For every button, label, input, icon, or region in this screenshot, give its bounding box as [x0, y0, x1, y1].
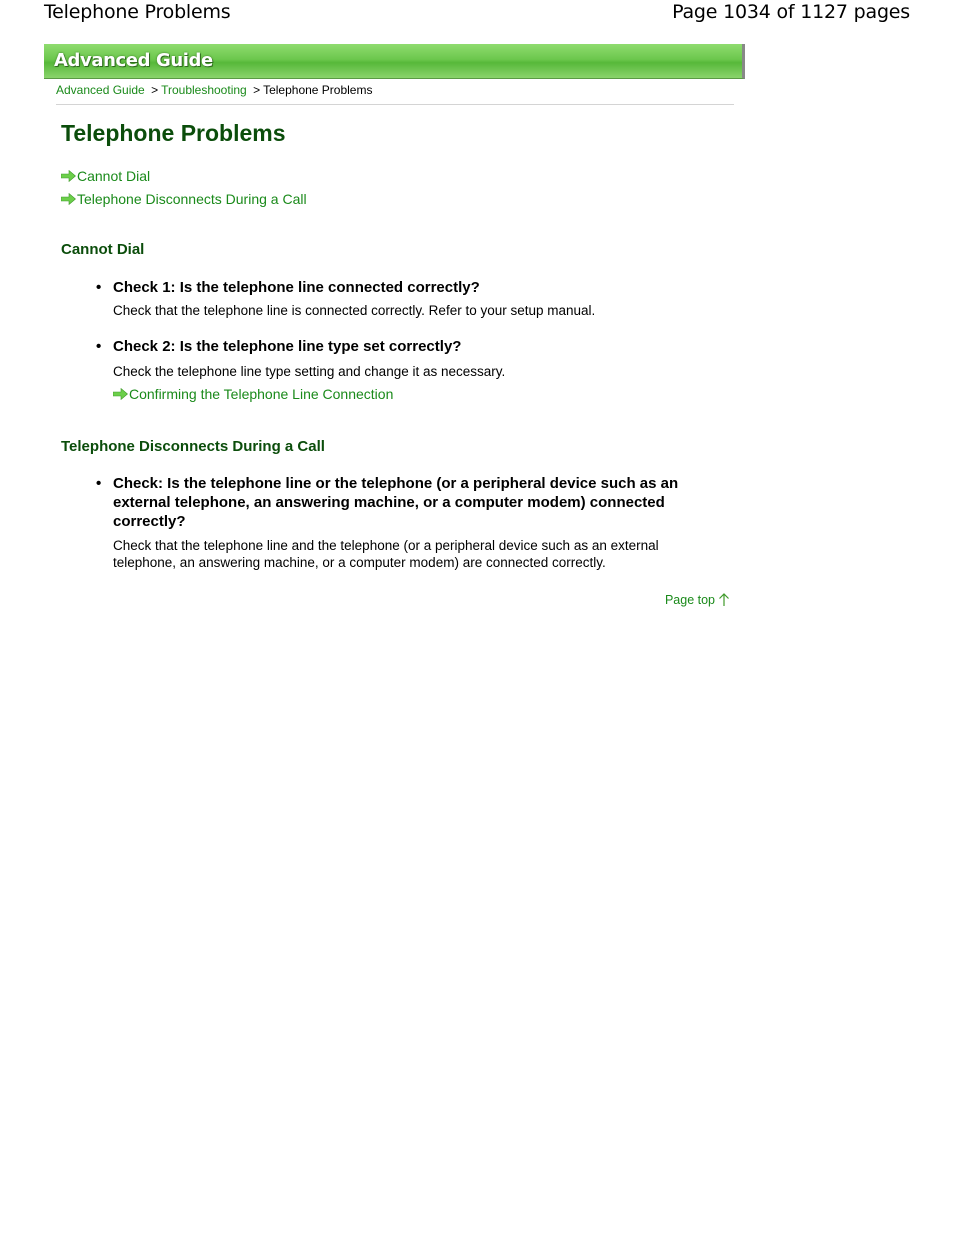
breadcrumb-separator: >: [151, 83, 159, 97]
toc-link-cannot-dial[interactable]: Cannot Dial: [77, 167, 151, 184]
check-answer: Check that the telephone line is connected correctly. Refer to your setup manual.: [113, 303, 596, 318]
check-question: [96, 474, 716, 531]
breadcrumb-separator: >: [253, 83, 261, 97]
check-question: [96, 337, 716, 356]
print-header-title: Telephone Problems: [44, 1, 231, 23]
breadcrumb-link-advanced-guide[interactable]: Advanced Guide: [56, 83, 145, 97]
toc-item-telephone-disconnects: [61, 187, 307, 210]
section-heading-cannot-dial: Cannot Dial: [61, 241, 145, 258]
page-top-link[interactable]: Page top: [664, 593, 715, 607]
advanced-guide-banner: [44, 44, 745, 79]
banner-label: Advanced Guide: [54, 50, 213, 71]
related-link: [96, 386, 716, 402]
check-item: [96, 278, 716, 319]
check-question-text: Check 1: Is the telephone line connected correctly?: [113, 279, 480, 296]
arrow-up-icon[interactable]: [718, 593, 730, 607]
green-arrow-right-icon: [61, 193, 76, 205]
breadcrumb-link-troubleshooting[interactable]: Troubleshooting: [161, 83, 247, 97]
check-question: [96, 278, 716, 297]
check-question-text: Check: Is the telephone line or the telephone (or a peripheral device such as an external telephone, an answering machine, or a computer modem) connected correctly?: [113, 475, 679, 530]
bullet-icon: •: [96, 475, 102, 492]
check-answer: Check that the telephone line and the telephone (or a peripheral device such as an external telephone, an answering machine, or a computer modem) are connected correctly.: [113, 538, 659, 570]
check-item: [96, 337, 716, 402]
section-heading-telephone-disconnects: Telephone Disconnects During a Call: [61, 438, 325, 455]
breadcrumb-divider: [56, 104, 734, 105]
check-item: [96, 474, 716, 571]
page-title: Telephone Problems: [61, 120, 286, 146]
print-header-page-info: Page 1034 of 1127 pages: [672, 1, 910, 23]
breadcrumb: [56, 83, 372, 97]
bullet-icon: •: [96, 279, 102, 296]
page-top: [665, 593, 730, 607]
check-question-text: Check 2: Is the telephone line type set correctly?: [113, 338, 462, 355]
check-answer: Check the telephone line type setting and change it as necessary.: [113, 364, 506, 379]
table-of-contents: [61, 164, 307, 210]
toc-link-telephone-disconnects[interactable]: Telephone Disconnects During a Call: [77, 190, 307, 207]
toc-item-cannot-dial: [61, 164, 307, 187]
print-header: [0, 0, 954, 26]
green-arrow-right-icon: [113, 388, 128, 400]
bullet-icon: •: [96, 338, 102, 355]
green-arrow-right-icon: [61, 170, 76, 182]
breadcrumb-current: Telephone Problems: [263, 83, 373, 97]
link-confirming-telephone-line-connection[interactable]: Confirming the Telephone Line Connection: [129, 386, 394, 402]
